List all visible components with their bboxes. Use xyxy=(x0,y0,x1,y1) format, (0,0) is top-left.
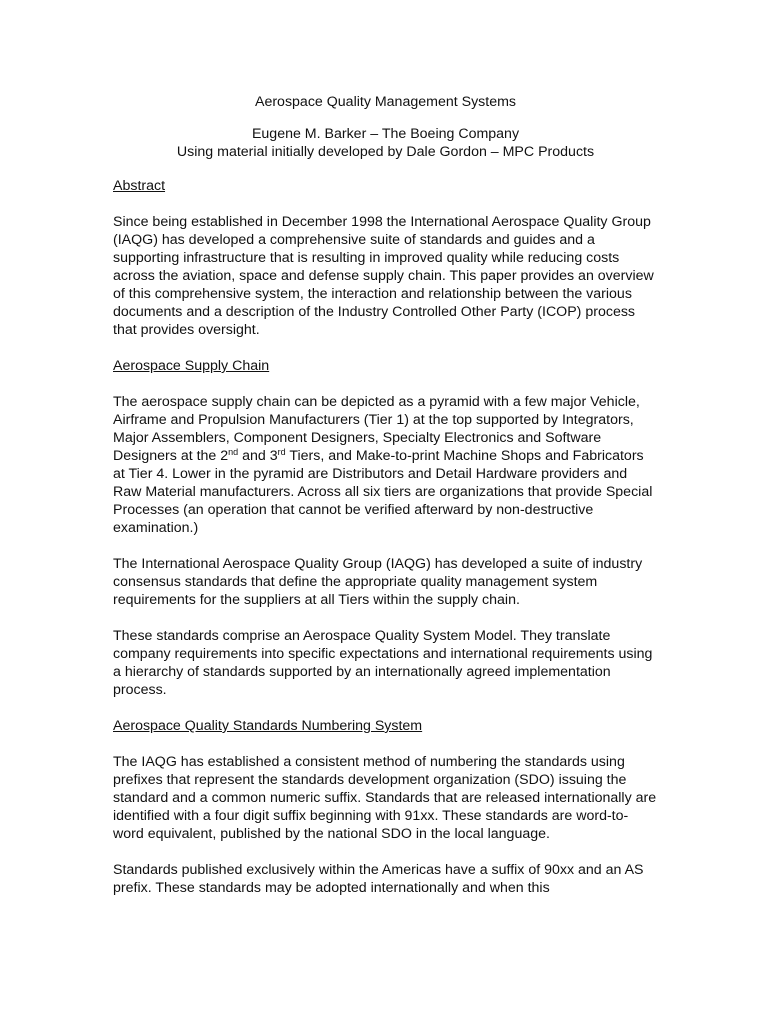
supply-chain-text-a: The aerospace supply chain can be depicted as a pyramid with a few major Vehicle, Airframe and Propulsion Manufacturers (Tier 1) at the top supported by Integrators, Major Assemblers, Component Designers, Specialty Electronics and Software Designers at the 2 xyxy=(113,394,640,464)
byline xyxy=(113,125,658,161)
numbering-paragraph-2: Standards published exclusively within the Americas have a suffix of 90xx and an AS prefix. These standards may be adopted internationally and when this xyxy=(113,862,644,896)
document-title: Aerospace Quality Management Systems xyxy=(254,94,516,110)
superscript-rd: rd xyxy=(277,447,286,457)
supply-chain-paragraph-2: The International Aerospace Quality Group (IAQG) has developed a suite of industry consensus standards that define the appropriate quality management system requirements for the suppliers at all Tiers within the supply chain. xyxy=(113,556,643,608)
byline-credit: Using material initially developed by Dale Gordon – MPC Products xyxy=(176,144,595,160)
supply-chain-heading: Aerospace Supply Chain xyxy=(113,358,270,374)
abstract-paragraph: Since being established in December 1998 the International Aerospace Quality Group (IAQG) has developed a comprehensive suite of standards and guides and a supporting infrastructure that is resulting in improved quality while reducing costs across the aviation, space and defense supply chain. This paper provides an overview of this comprehensive system, the interaction and relationship between the various documents and a description of the Industry Controlled Other Party (ICOP) process that provides oversight. xyxy=(113,214,654,338)
superscript-nd: nd xyxy=(228,447,239,457)
supply-chain-text-b: and 3 xyxy=(238,448,278,464)
supply-chain-text-c: Tiers, and Make-to-print Machine Shops and Fabricators at Tier 4. Lower in the pyramid are Distributors and Detail Hardware providers and Raw Material manufacturers. Across all six tiers are organizations that provide Special Processes (an operation that cannot be verified afterward by non-destructive examination.) xyxy=(113,448,653,536)
byline-author: Eugene M. Barker – The Boeing Company xyxy=(251,126,520,142)
document-page xyxy=(113,93,658,915)
numbering-paragraph-1: The IAQG has established a consistent method of numbering the standards using prefixes that represent the standards development organization (SDO) issuing the standard and a common numeric suffix. Standards that are released internationally are identified with a four digit suffix beginning with 91xx. These standards are word-to-word equivalent, published by the national SDO in the local language. xyxy=(113,754,657,842)
abstract-heading: Abstract xyxy=(113,178,166,194)
supply-chain-paragraph-1 xyxy=(113,393,658,537)
supply-chain-paragraph-3: These standards comprise an Aerospace Quality System Model. They translate company requirements into specific expectations and international requirements using a hierarchy of standards supported by an internationally agreed implementation process. xyxy=(113,628,653,698)
numbering-heading: Aerospace Quality Standards Numbering System xyxy=(113,718,423,734)
